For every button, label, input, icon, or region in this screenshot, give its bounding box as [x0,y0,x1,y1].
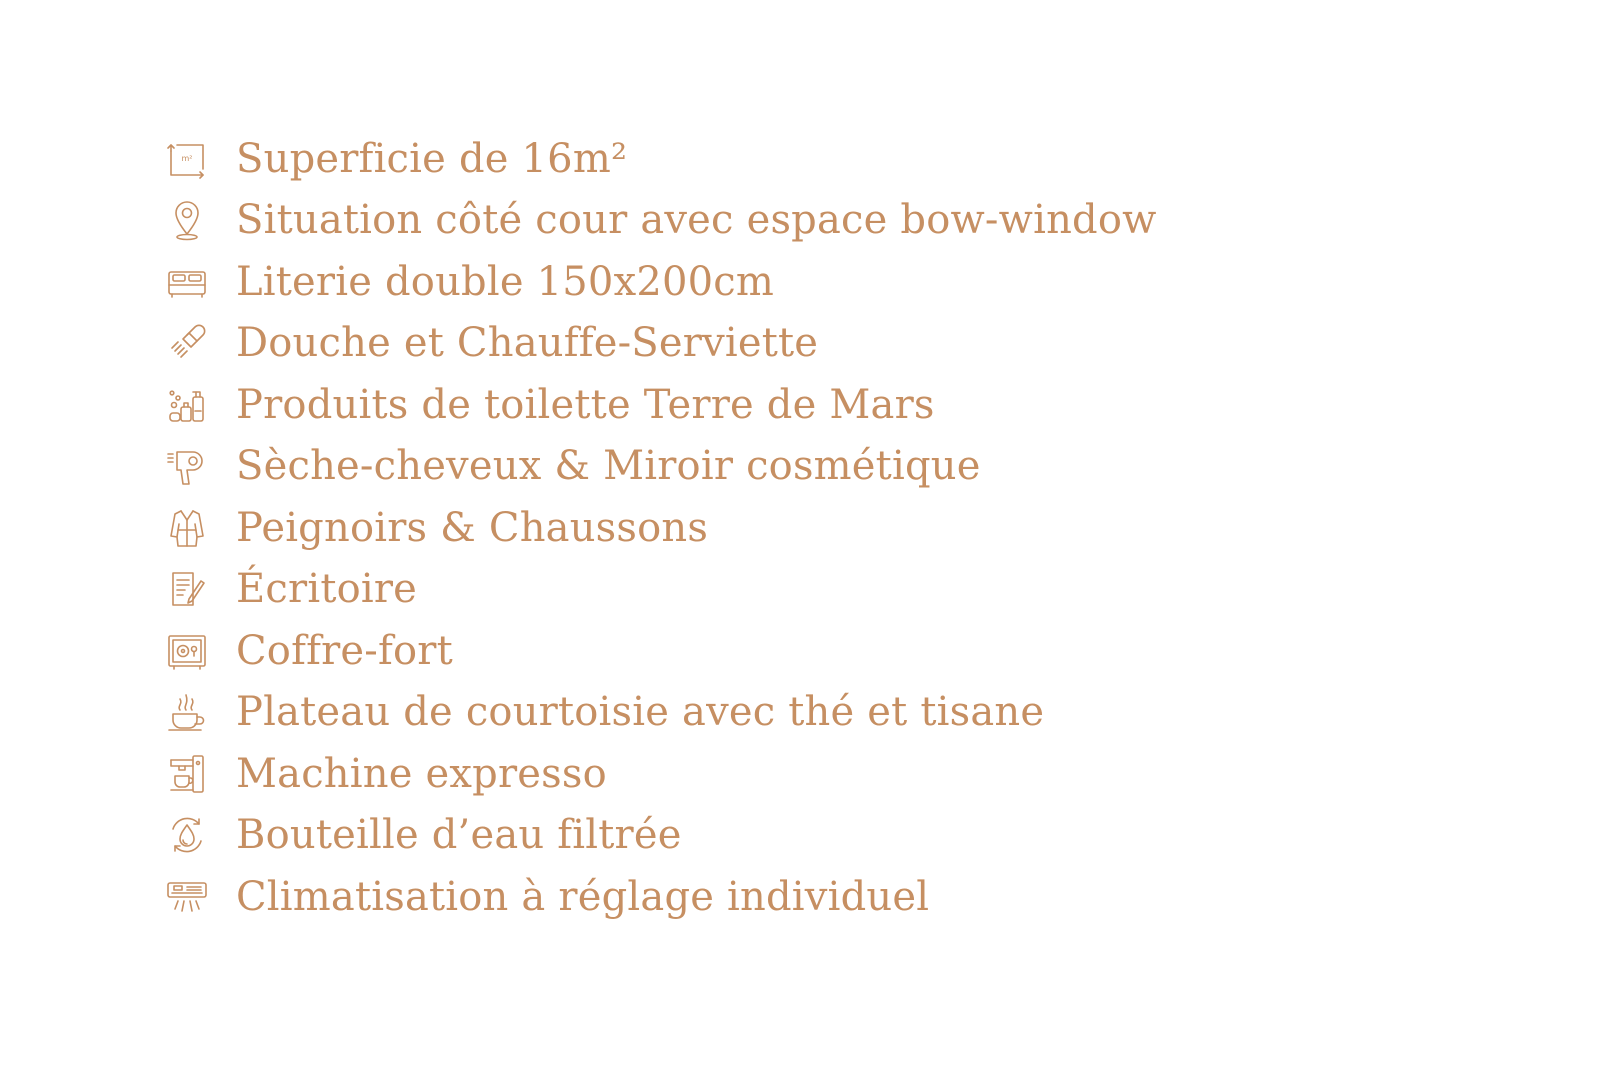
filtered-water-icon [164,812,210,858]
location-pin-icon [164,197,210,243]
air-conditioner-icon [164,874,210,920]
svg-text:m²: m² [181,153,193,163]
double-bed-icon [164,259,210,305]
amenities-list [164,128,1157,928]
amenity-label: Produits de toilette Terre de Mars [236,381,935,428]
amenity-label: Écritoire [236,566,418,613]
hair-dryer-icon [164,443,210,489]
amenity-item [164,190,1157,252]
amenity-label: Plateau de courtoisie avec thé et tisane [236,689,1045,736]
amenity-label: Douche et Chauffe-Serviette [236,320,819,367]
amenity-item [164,682,1157,744]
amenity-label: Literie double 150x200cm [236,258,775,305]
amenity-item [164,251,1157,313]
amenity-item [164,374,1157,436]
toiletries-icon [164,382,210,428]
tea-cup-icon [164,689,210,735]
amenity-label: Situation côté cour avec espace bow-window [236,197,1157,244]
amenity-label: Coffre-fort [236,627,453,674]
espresso-machine-icon [164,751,210,797]
amenity-label: Superficie de 16m² [236,135,628,182]
writing-desk-icon [164,566,210,612]
amenity-item [164,743,1157,805]
amenity-item [164,128,1157,190]
amenity-label: Sèche-cheveux & Miroir cosmétique [236,443,981,490]
amenity-item [164,436,1157,498]
shower-head-icon [164,320,210,366]
amenity-item [164,805,1157,867]
amenity-item [164,313,1157,375]
amenity-item [164,559,1157,621]
bathrobe-icon [164,505,210,551]
amenity-item [164,620,1157,682]
amenity-item [164,497,1157,559]
amenity-label: Bouteille d’eau filtrée [236,812,682,859]
amenity-label: Peignoirs & Chaussons [236,504,709,551]
amenity-label: Machine expresso [236,750,607,797]
area-m2-icon [164,136,210,182]
safe-icon [164,628,210,674]
amenity-label: Climatisation à réglage individuel [236,873,930,920]
amenity-item [164,866,1157,928]
